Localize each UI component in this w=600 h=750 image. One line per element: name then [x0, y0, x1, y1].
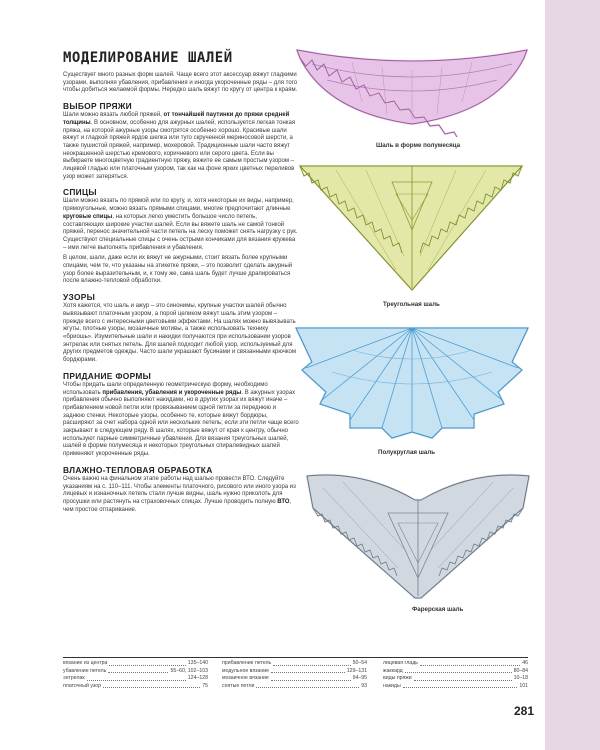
- index-column-2: [222, 660, 367, 690]
- text-column: [63, 50, 299, 517]
- index-entry: мозаичное вязание 94–95: [222, 675, 367, 682]
- triangle-shawl-illustration: [296, 160, 526, 295]
- index-entry: лицевая гладь 46: [383, 660, 528, 666]
- section-heading-yarn: ВЫБОР ПРЯЖИ: [63, 101, 132, 112]
- section-heading-needles: СПИЦЫ: [63, 187, 97, 198]
- faroese-shawl-illustration: [303, 468, 533, 603]
- shaping-paragraph: Чтобы придать шали определенную геометрическую форму, необходимо использовать прибавления, убавления и укороченные ряды. В ажурных узорах прибавления обычно выполняют накидами, но в других узорах их вяжут иначе – прибавлением новой петли или провязыванием одной петли за переднюю и заднюю стенки. Некоторые узоры, особенно те, которые вяжут бордюры, расширяют за счет набора одной или нескольких петель; если эти петли чаще всего закрывают в следующем ряду. В шалях, которые вяжут от края к центру, обычно используют парные симметричные убавления. Для вязания треугольных шалей, шалей в форме полумесяца и некоторых треугольных спиралевидных шалей применяют укороченные ряды.: [63, 381, 299, 458]
- page-number: 281: [514, 704, 535, 718]
- section-heading-patterns: УЗОРЫ: [63, 292, 96, 303]
- blocking-paragraph: Очень важно на финальном этапе работы над шалью провести ВТО. Следуйте указаниям на с. 110–111. Чтобы элементы платочного, рисового или иного узора из лицевых и изнаночных петель стали лучше видны, шаль нужно приколоть для просушки или растянуть на страховочных спицах. Лучше проводить полную ВТО, чем простое отпаривание.: [63, 475, 296, 513]
- section-heading-blocking: ВЛАЖНО-ТЕПЛОВАЯ ОБРАБОТКА: [63, 464, 213, 475]
- index-entry: убавление петель 55–60, 102–103: [63, 667, 208, 674]
- index-entry: модульное вязание 129–131: [222, 667, 367, 674]
- caption-semicircle-shawl: Полукруглая шаль: [378, 449, 436, 456]
- semicircle-shawl-illustration: [292, 322, 532, 442]
- section-heading-shaping: ПРИДАНИЕ ФОРМЫ: [63, 370, 152, 381]
- needles-paragraph-1: Шали можно вязать по прямой или по кругу, и, хотя некоторые их виды, например, прямоугольные, можно вязать прямыми спицами, многие предпочитают длинные круговые спицы, на которых легко уместить большое число петель, составляющих широкие участки шалей. Если вы вяжете шаль не самой тонкой пряжей, перенос значительной части петель на леску поможет снять нагрузку с рук. Существуют специальные спицы с очень острыми кончиками для вязания кружева – ими легче выполнять прибавления и убавления.: [63, 198, 298, 251]
- caption-faroese-shawl: Фарерская шаль: [412, 606, 464, 613]
- index-column-3: [383, 660, 528, 690]
- caption-triangle-shawl: Треугольная шаль: [383, 301, 440, 308]
- patterns-paragraph: Хотя кажется, что шаль и ажур – это синонимы, крупные участки шалей обычно вывязывают платочным узором, а порой целиком вяжут шаль этим узором – прежде всего с интересными цветовыми эффектами. На шалях можно вывязывать жгуты, плотные узоры, мозаичные мотивы, а также использовать технику «бриошь». Изумительные шали и накидки получаются при использовании узоров энтрелак или снятых петель. Для шалей подходит любой узор, используемый для других предметов одежды. Часто шали украшают бусинами и связанными крючком бордюрами.: [63, 303, 297, 364]
- intro-paragraph: Существует много разных форм шалей. Чаще всего этот аксессуар вяжут гладкими узорами, выполняя убавления, прибавления и иногда укороченные ряды – для того чтобы добиться желаемой формы. Нередко шаль вяжут по кругу от центра к краям.: [63, 72, 298, 94]
- index-divider: [63, 657, 528, 658]
- index-entry: вязание из центра 135–140: [63, 660, 208, 666]
- page-title: МОДЕЛИРОВАНИЕ ШАЛЕЙ: [63, 50, 233, 66]
- index-entry: снятые петли 93: [222, 682, 367, 689]
- yarn-paragraph: Шали можно вязать любой пряжей, от тончайшей паутинки до пряжи средней толщины. В основном, особенно для ажурных шалей, используется легкая тонкая пряжа, на которой ажурные узоры смотрятся особенно хорошо. Красивые шали вяжут и гладкой пряжей ярдов шелка или туго скрученной мериносовой шерсти, а также пушистой пряжей, например, мохеровой. Традиционные шали часто вяжут неокрашенной шерстью кремового, коричневого или серого цвета. Если вы выбираете многоцветную градиентную пряжу, вяжите ее самым простым узором – лицевой гладью или платочным узором, так как на фоне ярких цветных переливов узор может затеряться.: [63, 112, 296, 180]
- index-column-1: [63, 660, 208, 690]
- index-entry: жаккард 80–84: [383, 667, 528, 674]
- chapter-tab-strip: [545, 0, 600, 750]
- caption-crescent-shawl: Шаль в форме полумесяца: [376, 142, 461, 149]
- index-entry: платочный узор 75: [63, 682, 208, 689]
- index-entry: энтрелак 124–128: [63, 675, 208, 682]
- needles-paragraph-2: В целом, шали, даже если их вяжут не ажурными, стоит вязать более крупными спицами, чем те, что указаны на этикетке пряжи, – это позволит сделать ажурный узор более выразительным, и, к тому же, сама шаль будет лучше драпироваться после влажно-тепловой обработки.: [63, 255, 293, 285]
- index-entry: виды пряжи 10–18: [383, 675, 528, 682]
- crescent-shawl-illustration: [292, 42, 532, 137]
- index-entry: прибавление петель 50–54: [222, 660, 367, 666]
- index-entry: накиды 101: [383, 682, 528, 689]
